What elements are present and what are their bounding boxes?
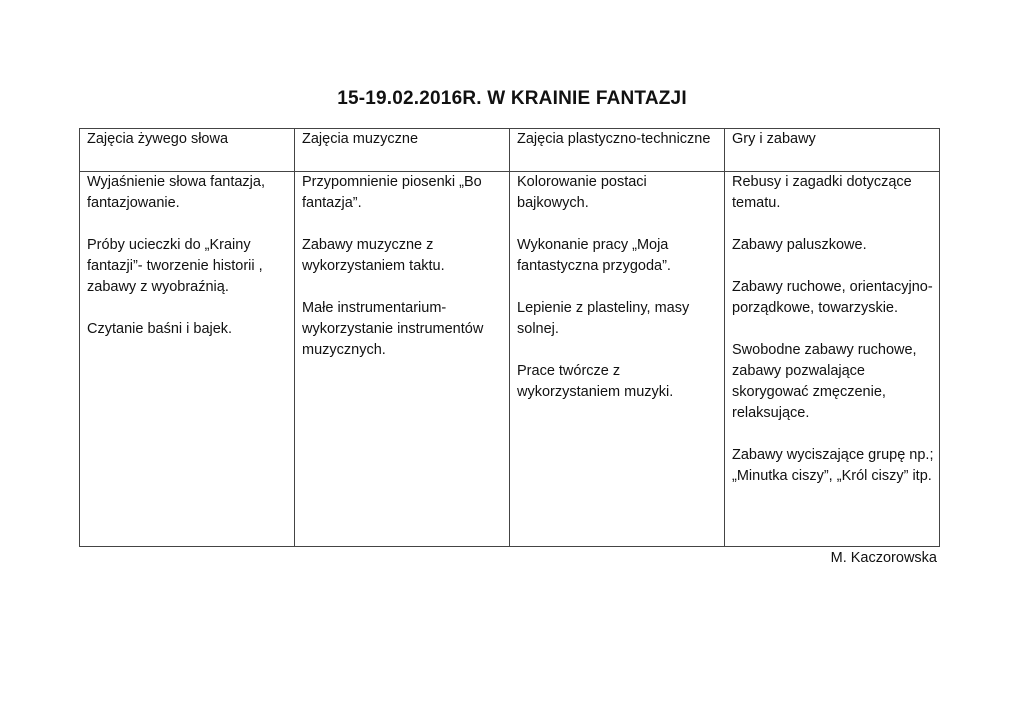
- activities-table: [79, 128, 940, 547]
- table-cell-art-activities: [510, 172, 725, 547]
- cell-paragraph: Przypomnienie piosenki „Bo fantazja”.: [302, 174, 482, 211]
- cell-paragraph: Zabawy ruchowe, orientacyjno-porządkowe, towarzyskie.: [732, 279, 933, 316]
- cell-paragraph: Lepienie z plasteliny, masy solnej.: [517, 300, 690, 337]
- cell-paragraph: Kolorowanie postaci bajkowych.: [517, 174, 647, 211]
- table-row: [80, 172, 940, 547]
- cell-paragraph: Zabawy muzyczne z wykorzystaniem taktu.: [302, 237, 445, 274]
- table-header-row: [80, 129, 940, 172]
- cell-paragraph: Swobodne zabawy ruchowe, zabawy pozwalające skorygować zmęczenie, relaksujące.: [732, 342, 917, 421]
- header-cell-games: Gry i zabawy: [725, 129, 940, 172]
- header-cell-music-activities: Zajęcia muzyczne: [295, 129, 510, 172]
- cell-paragraph: Rebusy i zagadki dotyczące tematu.: [732, 174, 912, 211]
- cell-paragraph: Próby ucieczki do „Krainy fantazji”- tworzenie historii , zabawy z wyobraźnią.: [87, 237, 263, 295]
- cell-paragraph: Małe instrumentarium- wykorzystanie instrumentów muzycznych.: [302, 300, 484, 358]
- cell-paragraph: Zabawy wyciszające grupę np.; „Minutka ciszy”, „Król ciszy” itp.: [732, 447, 934, 484]
- page-title: 15-19.02.2016R. W KRAINIE FANTAZJI: [337, 88, 687, 109]
- cell-paragraph: Wykonanie pracy „Moja fantastyczna przygoda”.: [517, 237, 671, 274]
- cell-paragraph: Zabawy paluszkowe.: [732, 237, 867, 253]
- header-cell-art-activities: Zajęcia plastyczno-techniczne: [510, 129, 725, 172]
- table-cell-music-activities: [295, 172, 510, 547]
- header-cell-verbal-activities: Zajęcia żywego słowa: [80, 129, 295, 172]
- cell-paragraph: Prace twórcze z wykorzystaniem muzyki.: [517, 363, 674, 400]
- table-cell-verbal-activities: [80, 172, 295, 547]
- table-cell-games: [725, 172, 940, 547]
- cell-paragraph: Wyjaśnienie słowa fantazja, fantazjowanie.: [87, 174, 265, 211]
- cell-paragraph: Czytanie baśni i bajek.: [87, 321, 233, 337]
- author-signature: M. Kaczorowska: [830, 550, 937, 566]
